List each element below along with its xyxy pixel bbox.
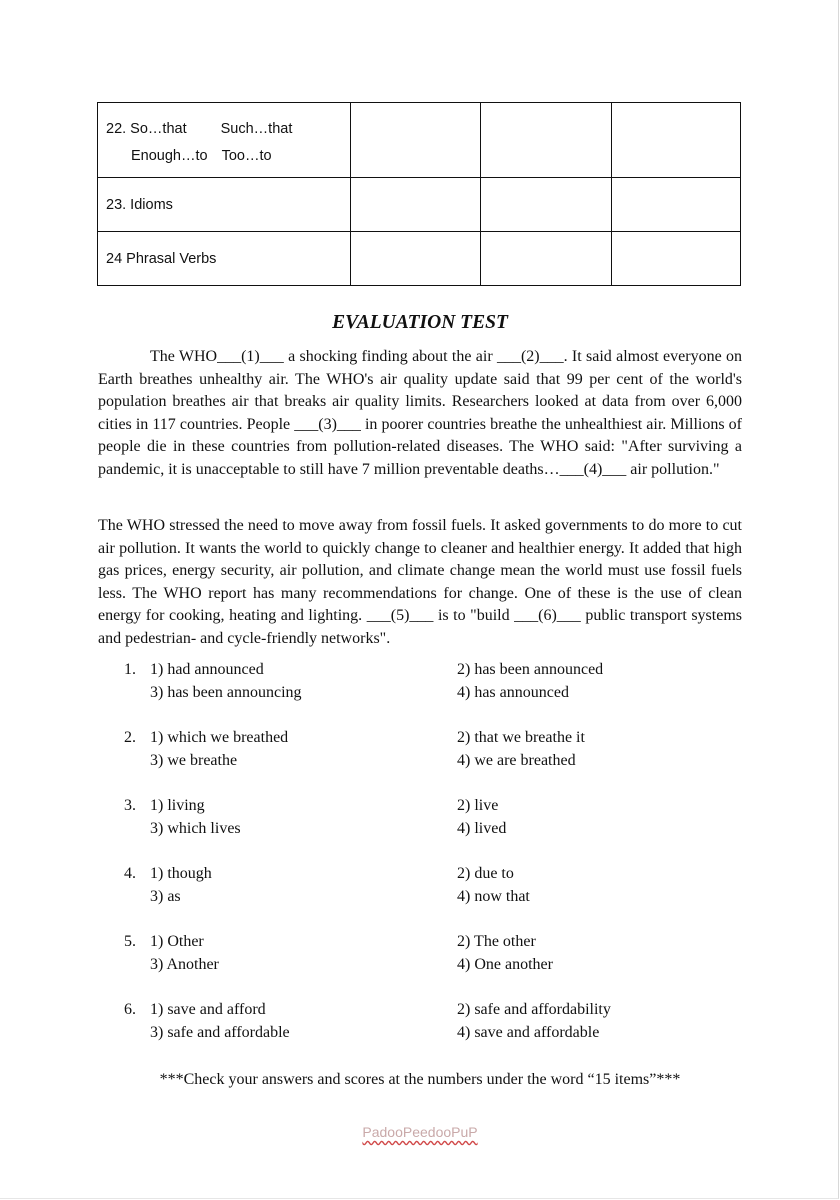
option-4: 4) save and affordable bbox=[457, 1024, 600, 1041]
topic-cell bbox=[98, 178, 351, 232]
empty-cell bbox=[351, 178, 481, 232]
watermark bbox=[0, 1124, 840, 1140]
question-4 bbox=[98, 865, 742, 933]
topic-cell bbox=[98, 232, 351, 286]
option-1: 1) save and afford bbox=[150, 1001, 266, 1018]
question-number: 6. bbox=[124, 1001, 136, 1018]
empty-cell bbox=[351, 232, 481, 286]
passage-paragraph-2: The WHO stressed the need to move away from fossil fuels. It asked governments to do more to cut air pollution. It wants the world to quickly change to cleaner and healthier energy. It added that high gas prices, energy security, air pollution, and climate change mean the world must use fossil fuels less. The WHO report has many recommendations for change. One of these is the use of clean energy for cooking, heating and lighting. ___(5)___ is to "build ___(6)___ public transport systems and pedestrian- and cycle-friendly networks". bbox=[98, 517, 742, 647]
empty-cell bbox=[612, 232, 741, 286]
empty-cell bbox=[612, 178, 741, 232]
question-6 bbox=[98, 1001, 742, 1069]
question-number: 5. bbox=[124, 933, 136, 950]
empty-cell bbox=[481, 178, 612, 232]
option-2: 2) that we breathe it bbox=[457, 729, 585, 746]
option-3: 3) safe and affordable bbox=[150, 1024, 290, 1041]
option-3: 3) which lives bbox=[150, 820, 241, 837]
empty-cell bbox=[351, 103, 481, 178]
question-2 bbox=[98, 729, 742, 797]
topic-label: Such…that bbox=[220, 120, 293, 137]
option-4: 4) we are breathed bbox=[457, 752, 576, 769]
option-1: 1) had announced bbox=[150, 661, 264, 678]
option-2: 2) has been announced bbox=[457, 661, 604, 678]
topic-label: Enough…to bbox=[131, 147, 208, 164]
option-1: 1) Other bbox=[150, 933, 204, 950]
topic-label: 23. Idioms bbox=[106, 196, 173, 213]
option-2: 2) safe and affordability bbox=[457, 1001, 611, 1018]
watermark-text: PadooPeedooPuP bbox=[362, 1124, 478, 1140]
topic-label: 22. So…that bbox=[106, 120, 187, 137]
table-row bbox=[98, 103, 741, 178]
option-3: 3) as bbox=[150, 888, 181, 905]
question-number: 1. bbox=[124, 661, 136, 678]
passage-paragraph-1: The WHO___(1)___ a shocking finding about the air ___(2)___. It said almost everyone on Earth breathes unhealthy air. The WHO's air quality update said that 99 per cent of the world's population breathes air that breaks air quality limits. Researchers looked at data from over 6,000 cities in 117 countries. People ___(3)___ in poorer countries breathe the unhealthiest air. Millions of people die in these countries from pollution-related diseases. The WHO said: "After surviving a pandemic, it is unacceptable to still have 7 million preventable deaths…___(4)___ air pollution." bbox=[98, 348, 742, 478]
option-2: 2) The other bbox=[457, 933, 536, 950]
option-1: 1) living bbox=[150, 797, 205, 814]
option-3: 3) has been announcing bbox=[150, 684, 302, 701]
option-2: 2) live bbox=[457, 797, 499, 814]
table-row bbox=[98, 178, 741, 232]
option-3: 3) Another bbox=[150, 956, 219, 973]
question-3 bbox=[98, 797, 742, 865]
answer-check-note: ***Check your answers and scores at the numbers under the word “15 items”*** bbox=[159, 1071, 681, 1088]
option-4: 4) has announced bbox=[457, 684, 569, 701]
question-number: 4. bbox=[124, 865, 136, 882]
topic-label: Too…to bbox=[221, 147, 272, 164]
question-1 bbox=[98, 661, 742, 729]
option-3: 3) we breathe bbox=[150, 752, 238, 769]
empty-cell bbox=[481, 232, 612, 286]
option-4: 4) now that bbox=[457, 888, 530, 905]
empty-cell bbox=[481, 103, 612, 178]
grammar-topics-table bbox=[97, 102, 741, 286]
question-number: 2. bbox=[124, 729, 136, 746]
question-5 bbox=[98, 933, 742, 1001]
empty-cell bbox=[612, 103, 741, 178]
option-1: 1) which we breathed bbox=[150, 729, 289, 746]
option-4: 4) One another bbox=[457, 956, 553, 973]
page-title: EVALUATION TEST bbox=[332, 312, 508, 333]
option-1: 1) though bbox=[150, 865, 212, 882]
option-2: 2) due to bbox=[457, 865, 514, 882]
table-row bbox=[98, 232, 741, 286]
topic-cell bbox=[98, 103, 351, 178]
topic-label: 24 Phrasal Verbs bbox=[106, 250, 217, 267]
option-4: 4) lived bbox=[457, 820, 507, 837]
question-list bbox=[98, 661, 742, 1069]
question-number: 3. bbox=[124, 797, 136, 814]
